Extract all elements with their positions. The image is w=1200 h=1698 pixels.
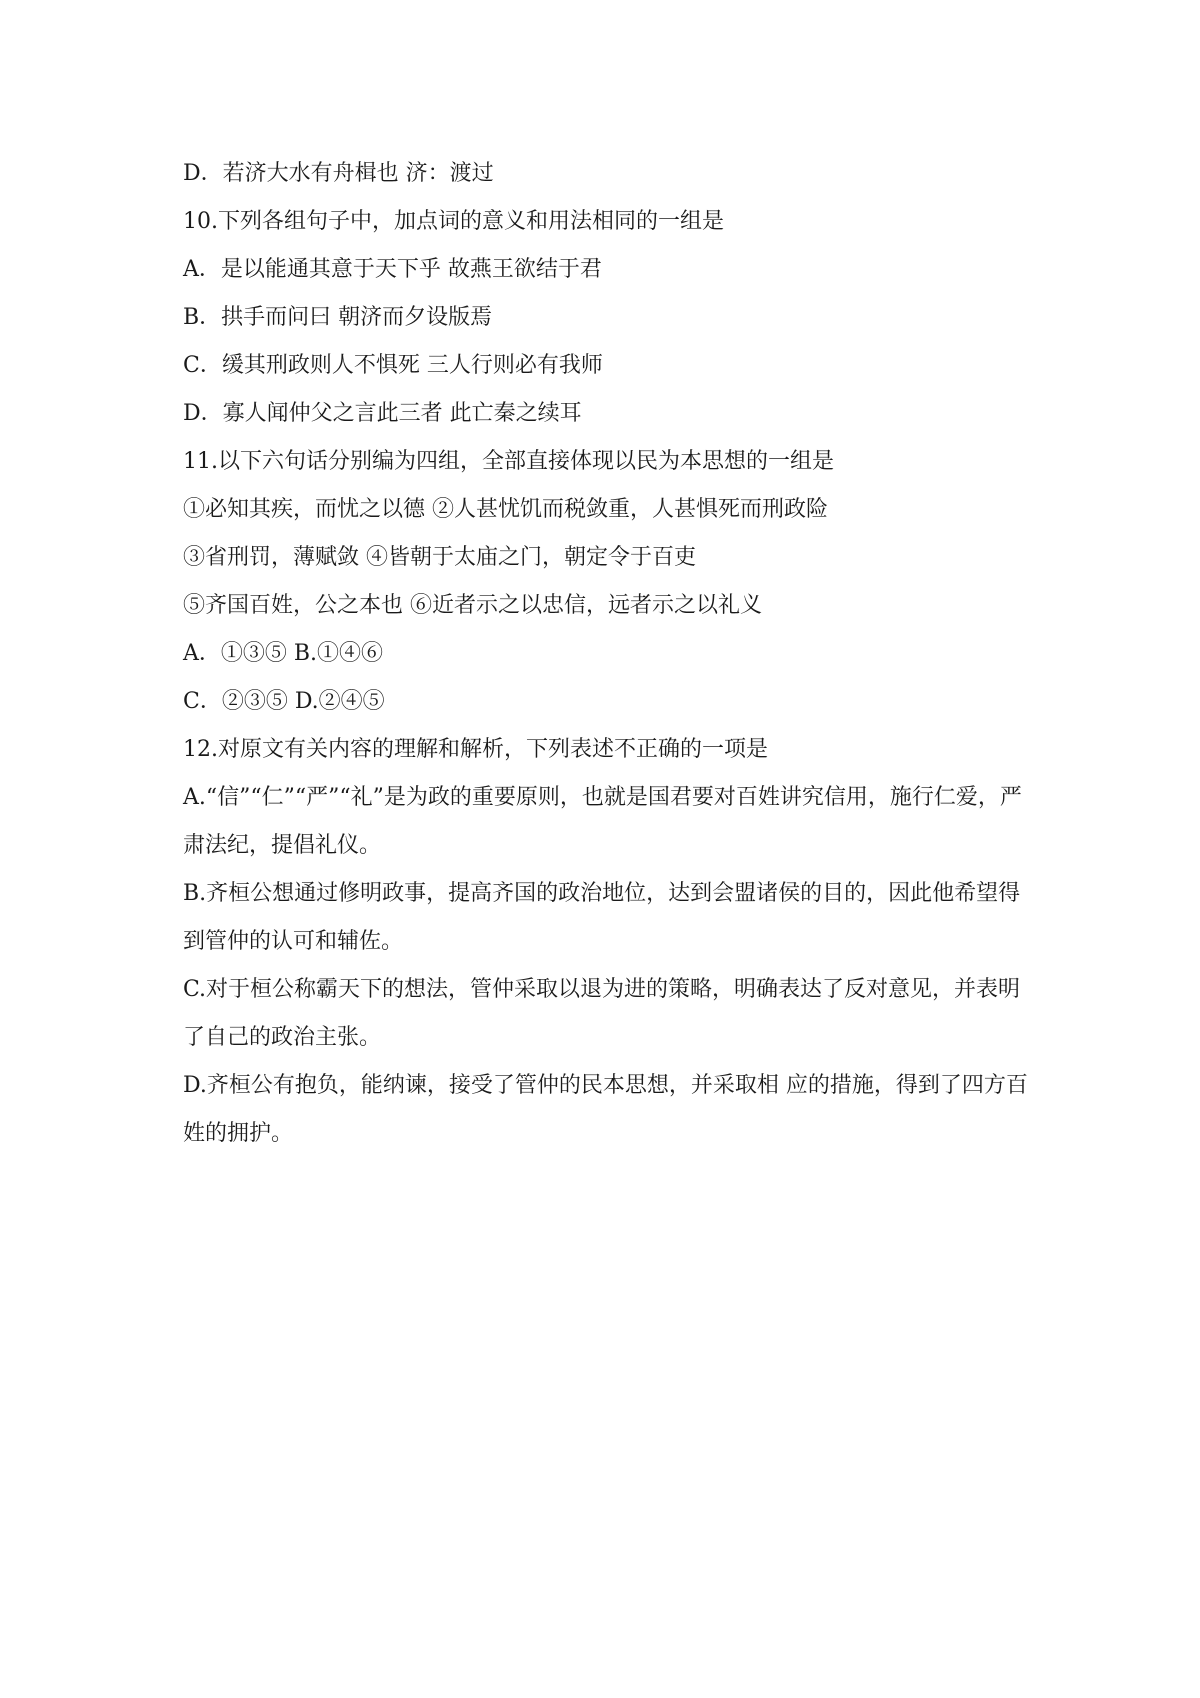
question-10: 10.下列各组句子中，加点词的意义和用法相同的一组是 bbox=[183, 209, 724, 234]
option-12d: D.齐桓公有抱负，能纳谏，接受了管仲的民本思想，并采取相 应的措施，得到了四方百姓的拥护。 bbox=[183, 1073, 1028, 1146]
option-10a: A．是以能通其意于天下乎 故燕王欲结于君 bbox=[183, 257, 602, 282]
document-body bbox=[183, 150, 1033, 1158]
option-11cd: C．②③⑤ D.②④⑤ bbox=[183, 689, 385, 714]
option-12a: A.“信”“仁”“严”“礼”是为政的重要原则，也就是国君要对百姓讲究信用，施行仁爱，严肃法纪，提倡礼仪。 bbox=[183, 785, 1022, 858]
option-10b: B．拱手而问曰 朝济而夕设版焉 bbox=[183, 305, 493, 330]
option-12c: C.对于桓公称霸天下的想法，管仲采取以退为进的策略，明确表达了反对意见，并表明了自己的政治主张。 bbox=[183, 977, 1021, 1050]
question-12: 12.对原文有关内容的理解和解析，下列表述不正确的一项是 bbox=[183, 737, 768, 762]
option-11ab: A．①③⑤ B.①④⑥ bbox=[183, 641, 384, 666]
option-12b: B.齐桓公想通过修明政事，提高齐国的政治地位，达到会盟诸侯的目的，因此他希望得到管仲的认可和辅佐。 bbox=[183, 881, 1021, 954]
statement-1-2: ①必知其疾，而忧之以德 ②人甚忧饥而税敛重，人甚惧死而刑政险 bbox=[183, 497, 828, 522]
question-11: 11.以下六句话分别编为四组，全部直接体现以民为本思想的一组是 bbox=[183, 449, 834, 474]
option-9d: D．若济大水有舟楫也 济：渡过 bbox=[183, 161, 494, 186]
statement-3-4: ③省刑罚，薄赋敛 ④皆朝于太庙之门，朝定令于百吏 bbox=[183, 545, 696, 570]
option-10c: C．缓其刑政则人不惧死 三人行则必有我师 bbox=[183, 353, 603, 378]
option-10d: D．寡人闻仲父之言此三者 此亡秦之续耳 bbox=[183, 401, 582, 426]
statement-5-6: ⑤齐国百姓，公之本也 ⑥近者示之以忠信，远者示之以礼义 bbox=[183, 593, 762, 618]
